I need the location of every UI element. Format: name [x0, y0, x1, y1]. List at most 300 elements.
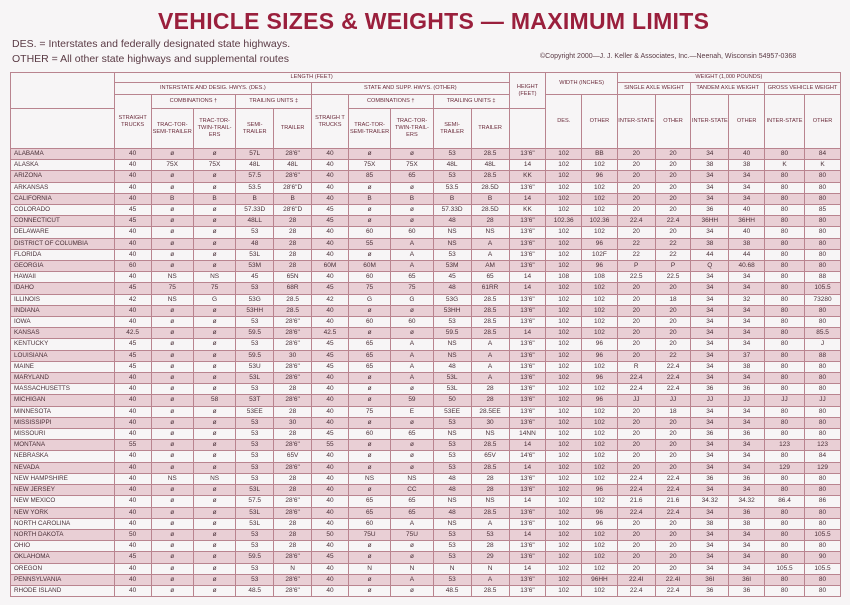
- value-cell: CC: [391, 485, 433, 496]
- value-cell: 80: [805, 249, 841, 260]
- table-row: [11, 451, 841, 462]
- value-cell: 102: [546, 485, 582, 496]
- value-cell: 80: [764, 193, 804, 204]
- value-cell: 20: [617, 552, 655, 563]
- interstate-header: INTERSTATE AND DESIG. HWYS. (DES.): [114, 83, 311, 95]
- value-cell: A: [391, 350, 433, 361]
- semi-trailer-header-2: SEMI-TRAILER: [433, 109, 471, 149]
- state-name-cell: OHIO: [11, 541, 115, 552]
- value-cell: 28'6": [274, 149, 312, 160]
- value-cell: B: [236, 193, 274, 204]
- value-cell: 13'6": [509, 373, 546, 384]
- value-cell: 53: [236, 451, 274, 462]
- value-cell: 53: [471, 529, 509, 540]
- value-cell: 34: [729, 462, 765, 473]
- value-cell: 48.5: [433, 585, 471, 596]
- value-cell: 38: [691, 238, 729, 249]
- value-cell: 28: [471, 395, 509, 406]
- value-cell: NS: [433, 429, 471, 440]
- table-row: [11, 541, 841, 552]
- value-cell: 102: [546, 238, 582, 249]
- value-cell: 53: [433, 440, 471, 451]
- value-cell: 48: [433, 216, 471, 227]
- value-cell: NS: [471, 227, 509, 238]
- value-cell: 80: [764, 238, 804, 249]
- value-cell: 80: [805, 585, 841, 596]
- value-cell: ø: [391, 182, 433, 193]
- state-name-cell: LOUISIANA: [11, 350, 115, 361]
- value-cell: 28'6"D: [274, 182, 312, 193]
- value-cell: 34: [729, 552, 765, 563]
- value-cell: 60: [348, 518, 390, 529]
- value-cell: 20: [655, 160, 691, 171]
- value-cell: 45: [114, 283, 151, 294]
- width-other-header: OTHER: [582, 95, 618, 149]
- value-cell: 96: [582, 507, 618, 518]
- value-cell: 102: [546, 563, 582, 574]
- value-cell: 102: [546, 496, 582, 507]
- value-cell: 44: [729, 249, 765, 260]
- value-cell: A: [471, 574, 509, 585]
- value-cell: ø: [151, 485, 193, 496]
- value-cell: 45: [114, 361, 151, 372]
- width-des-header: DES.: [546, 95, 582, 149]
- state-name-cell: ALABAMA: [11, 149, 115, 160]
- value-cell: 57.33D: [433, 205, 471, 216]
- value-cell: 80: [805, 227, 841, 238]
- table-row: [11, 361, 841, 372]
- value-cell: 80: [805, 182, 841, 193]
- table-row: [11, 227, 841, 238]
- value-cell: 22.4: [617, 384, 655, 395]
- value-cell: NS: [433, 227, 471, 238]
- value-cell: 45: [433, 272, 471, 283]
- value-cell: 34: [729, 339, 765, 350]
- value-cell: ø: [391, 328, 433, 339]
- value-cell: 40: [729, 149, 765, 160]
- value-cell: ø: [193, 574, 235, 585]
- height-header: HEIGHT (FEET): [509, 73, 546, 109]
- value-cell: 48L: [236, 160, 274, 171]
- value-cell: 20: [655, 305, 691, 316]
- value-cell: 14: [509, 563, 546, 574]
- value-cell: 20: [617, 406, 655, 417]
- table-row: [11, 317, 841, 328]
- value-cell: 22.4: [655, 485, 691, 496]
- value-cell: NS: [433, 496, 471, 507]
- value-cell: 28'6": [274, 507, 312, 518]
- value-cell: ø: [151, 529, 193, 540]
- value-cell: 65V: [274, 451, 312, 462]
- value-cell: 102: [546, 294, 582, 305]
- value-cell: ø: [391, 417, 433, 428]
- value-cell: ø: [151, 429, 193, 440]
- table-row: [11, 518, 841, 529]
- value-cell: 36: [691, 473, 729, 484]
- value-cell: 102: [582, 563, 618, 574]
- gross-other-header: OTHER: [805, 95, 841, 149]
- value-cell: 28'6": [274, 339, 312, 350]
- value-cell: 102: [546, 182, 582, 193]
- value-cell: 102: [546, 574, 582, 585]
- value-cell: 88: [805, 350, 841, 361]
- value-cell: ø: [193, 496, 235, 507]
- value-cell: 40: [312, 585, 349, 596]
- value-cell: 53: [236, 462, 274, 473]
- value-cell: 34: [691, 294, 729, 305]
- value-cell: 45: [114, 339, 151, 350]
- value-cell: 30: [274, 350, 312, 361]
- value-cell: 22.4: [655, 507, 691, 518]
- value-cell: ø: [348, 417, 390, 428]
- value-cell: 57.33D: [236, 205, 274, 216]
- value-cell: 28.5: [471, 507, 509, 518]
- value-cell: 80: [764, 216, 804, 227]
- table-row: [11, 440, 841, 451]
- state-name-cell: ILLINOIS: [11, 294, 115, 305]
- value-cell: 80: [764, 350, 804, 361]
- value-cell: 28: [274, 238, 312, 249]
- value-cell: 34: [729, 171, 765, 182]
- value-cell: ø: [193, 406, 235, 417]
- semi-trailer-header: SEMI-TRAILER: [236, 109, 274, 149]
- value-cell: 13'6": [509, 585, 546, 596]
- value-cell: 40: [114, 272, 151, 283]
- value-cell: 80: [805, 216, 841, 227]
- value-cell: 80: [764, 205, 804, 216]
- value-cell: 28.5: [471, 171, 509, 182]
- value-cell: 36: [729, 473, 765, 484]
- value-cell: 40: [114, 485, 151, 496]
- value-cell: 22: [655, 350, 691, 361]
- value-cell: 40: [312, 507, 349, 518]
- value-cell: ø: [193, 305, 235, 316]
- value-cell: 34: [691, 440, 729, 451]
- value-cell: 80: [805, 261, 841, 272]
- table-row: [11, 462, 841, 473]
- value-cell: 53: [433, 552, 471, 563]
- value-cell: NS: [193, 473, 235, 484]
- value-cell: 59.5: [236, 328, 274, 339]
- value-cell: 80: [805, 541, 841, 552]
- value-cell: 40: [312, 563, 349, 574]
- value-cell: 53HH: [433, 305, 471, 316]
- value-cell: ø: [348, 205, 390, 216]
- value-cell: 28'6": [274, 585, 312, 596]
- value-cell: 80: [764, 552, 804, 563]
- value-cell: 20: [655, 451, 691, 462]
- value-cell: JJ: [691, 395, 729, 406]
- value-cell: A: [391, 361, 433, 372]
- value-cell: 80: [764, 361, 804, 372]
- value-cell: 34: [729, 317, 765, 328]
- value-cell: 13'6": [509, 227, 546, 238]
- value-cell: ø: [193, 451, 235, 462]
- value-cell: 22.4: [617, 473, 655, 484]
- value-cell: 80: [805, 518, 841, 529]
- value-cell: ø: [348, 395, 390, 406]
- state-supp-header: STATE AND SUPP. HWYS. (OTHER): [312, 83, 510, 95]
- value-cell: 22.4: [655, 384, 691, 395]
- value-cell: 86: [805, 496, 841, 507]
- value-cell: 102: [582, 473, 618, 484]
- value-cell: 102: [546, 305, 582, 316]
- value-cell: 20: [655, 339, 691, 350]
- value-cell: 45: [312, 339, 349, 350]
- table-row: [11, 261, 841, 272]
- value-cell: 34: [729, 373, 765, 384]
- value-cell: 80: [764, 261, 804, 272]
- state-name-cell: KANSAS: [11, 328, 115, 339]
- value-cell: 40: [114, 193, 151, 204]
- value-cell: 20: [617, 227, 655, 238]
- value-cell: 102: [546, 249, 582, 260]
- value-cell: 50: [312, 529, 349, 540]
- value-cell: 53: [433, 171, 471, 182]
- value-cell: 102: [546, 507, 582, 518]
- value-cell: 22.4: [655, 585, 691, 596]
- value-cell: A: [471, 361, 509, 372]
- value-cell: 28: [274, 227, 312, 238]
- value-cell: 123: [805, 440, 841, 451]
- value-cell: ø: [193, 361, 235, 372]
- value-cell: 40: [312, 238, 349, 249]
- value-cell: JJ: [805, 395, 841, 406]
- value-cell: 80: [764, 485, 804, 496]
- value-cell: 84: [805, 451, 841, 462]
- value-cell: 28'6"D: [274, 205, 312, 216]
- value-cell: 34: [729, 529, 765, 540]
- state-name-cell: MASSACHUSETTS: [11, 384, 115, 395]
- value-cell: 40: [114, 227, 151, 238]
- table-row: [11, 552, 841, 563]
- limits-table-container: [10, 72, 841, 597]
- value-cell: 75X: [151, 160, 193, 171]
- value-cell: ø: [348, 384, 390, 395]
- value-cell: 28.5: [471, 305, 509, 316]
- value-cell: 80: [805, 485, 841, 496]
- value-cell: 22.4: [617, 507, 655, 518]
- value-cell: A: [471, 350, 509, 361]
- copyright-notice: ©Copyright 2000—J. J. Keller & Associates, Inc.—Neenah, Wisconsin 54957-0368: [540, 53, 797, 60]
- value-cell: ø: [151, 406, 193, 417]
- value-cell: 65: [391, 272, 433, 283]
- value-cell: 45: [312, 552, 349, 563]
- value-cell: A: [391, 574, 433, 585]
- value-cell: 20: [617, 205, 655, 216]
- value-cell: 57.5: [236, 496, 274, 507]
- value-cell: 28: [274, 261, 312, 272]
- value-cell: 75X: [193, 160, 235, 171]
- value-cell: 22.4I: [655, 574, 691, 585]
- value-cell: 40: [312, 406, 349, 417]
- value-cell: 28.5: [471, 585, 509, 596]
- value-cell: 28.5D: [471, 182, 509, 193]
- value-cell: 40: [312, 305, 349, 316]
- value-cell: ø: [151, 574, 193, 585]
- value-cell: NS: [151, 294, 193, 305]
- value-cell: 22: [655, 238, 691, 249]
- value-cell: 53.5: [433, 182, 471, 193]
- value-cell: 34: [691, 317, 729, 328]
- value-cell: 65: [391, 507, 433, 518]
- value-cell: 34: [691, 507, 729, 518]
- value-cell: 53M: [433, 261, 471, 272]
- value-cell: 102: [546, 227, 582, 238]
- value-cell: N: [471, 563, 509, 574]
- value-cell: 53: [236, 574, 274, 585]
- value-cell: 48: [433, 283, 471, 294]
- value-cell: 40: [729, 227, 765, 238]
- value-cell: 34.32: [729, 496, 765, 507]
- value-cell: 28: [274, 216, 312, 227]
- value-cell: 40: [312, 451, 349, 462]
- value-cell: A: [471, 238, 509, 249]
- value-cell: 28: [471, 473, 509, 484]
- legend-des: DES. = Interstates and federally designated state highways.: [12, 38, 291, 50]
- value-cell: 18: [655, 406, 691, 417]
- table-row: [11, 249, 841, 260]
- value-cell: 28: [274, 384, 312, 395]
- value-cell: 37: [729, 350, 765, 361]
- value-cell: 34: [691, 451, 729, 462]
- value-cell: 28: [274, 249, 312, 260]
- value-cell: 20: [617, 529, 655, 540]
- value-cell: 102: [582, 294, 618, 305]
- table-row: [11, 328, 841, 339]
- value-cell: 40: [312, 272, 349, 283]
- table-row: [11, 171, 841, 182]
- value-cell: N: [274, 563, 312, 574]
- trailer-header-2: TRAILER: [471, 109, 509, 149]
- value-cell: 30: [471, 417, 509, 428]
- state-name-cell: RHODE ISLAND: [11, 585, 115, 596]
- value-cell: 40: [312, 171, 349, 182]
- value-cell: 68R: [274, 283, 312, 294]
- value-cell: 53: [433, 541, 471, 552]
- state-name-cell: IDAHO: [11, 283, 115, 294]
- value-cell: 53L: [236, 518, 274, 529]
- value-cell: 86.4: [764, 496, 804, 507]
- value-cell: 34: [691, 485, 729, 496]
- value-cell: 34: [691, 417, 729, 428]
- value-cell: ø: [151, 373, 193, 384]
- state-name-cell: ALASKA: [11, 160, 115, 171]
- value-cell: 60: [348, 272, 390, 283]
- value-cell: 13'6": [509, 294, 546, 305]
- value-cell: ø: [193, 429, 235, 440]
- value-cell: 53: [433, 451, 471, 462]
- value-cell: 80: [805, 507, 841, 518]
- table-row: [11, 339, 841, 350]
- value-cell: 53: [236, 283, 274, 294]
- straight-trucks-header: STRAIGHT TRUCKS: [114, 95, 151, 149]
- value-cell: 34: [691, 193, 729, 204]
- value-cell: 53: [433, 574, 471, 585]
- value-cell: 34: [691, 529, 729, 540]
- value-cell: 80: [805, 384, 841, 395]
- value-cell: 14: [509, 283, 546, 294]
- value-cell: ø: [348, 451, 390, 462]
- state-name-cell: MAINE: [11, 361, 115, 372]
- state-name-cell: CONNECTICUT: [11, 216, 115, 227]
- value-cell: A: [391, 518, 433, 529]
- value-cell: 34: [729, 485, 765, 496]
- table-row: [11, 216, 841, 227]
- value-cell: 96: [582, 373, 618, 384]
- value-cell: 20: [617, 328, 655, 339]
- value-cell: 105.5: [805, 529, 841, 540]
- value-cell: 28'6": [274, 574, 312, 585]
- value-cell: 34: [729, 440, 765, 451]
- value-cell: 34: [691, 541, 729, 552]
- value-cell: 48: [433, 507, 471, 518]
- value-cell: 102: [546, 149, 582, 160]
- value-cell: 102: [582, 462, 618, 473]
- value-cell: 32: [729, 294, 765, 305]
- value-cell: 20: [617, 350, 655, 361]
- value-cell: ø: [151, 462, 193, 473]
- value-cell: 34: [691, 149, 729, 160]
- value-cell: 13'6": [509, 518, 546, 529]
- value-cell: 96: [582, 485, 618, 496]
- value-cell: JJ: [617, 395, 655, 406]
- value-cell: ø: [151, 552, 193, 563]
- value-cell: 13'6": [509, 541, 546, 552]
- value-cell: 40: [114, 249, 151, 260]
- value-cell: 102: [546, 395, 582, 406]
- page-title: VEHICLE SIZES & WEIGHTS — MAXIMUM LIMITS: [158, 8, 710, 34]
- value-cell: 22: [617, 249, 655, 260]
- value-cell: 34: [729, 406, 765, 417]
- value-cell: 34: [729, 451, 765, 462]
- value-cell: G: [348, 294, 390, 305]
- value-cell: 40: [312, 417, 349, 428]
- value-cell: 102: [546, 417, 582, 428]
- value-cell: 28: [274, 406, 312, 417]
- value-cell: 40: [312, 373, 349, 384]
- value-cell: 30: [274, 417, 312, 428]
- value-cell: ø: [151, 541, 193, 552]
- value-cell: 80: [764, 227, 804, 238]
- value-cell: 40: [312, 227, 349, 238]
- table-row: [11, 529, 841, 540]
- value-cell: NS: [471, 429, 509, 440]
- value-cell: 40: [114, 182, 151, 193]
- value-cell: 53: [433, 149, 471, 160]
- value-cell: 13'6": [509, 317, 546, 328]
- value-cell: ø: [193, 317, 235, 328]
- value-cell: 34: [729, 305, 765, 316]
- value-cell: 123: [764, 440, 804, 451]
- table-row: [11, 305, 841, 316]
- value-cell: 65: [391, 171, 433, 182]
- value-cell: 65: [471, 272, 509, 283]
- value-cell: 34: [691, 406, 729, 417]
- value-cell: 65V: [471, 451, 509, 462]
- value-cell: 80: [764, 149, 804, 160]
- value-cell: G: [391, 294, 433, 305]
- value-cell: 102: [546, 160, 582, 171]
- value-cell: 105.5: [764, 563, 804, 574]
- value-cell: 80: [764, 384, 804, 395]
- value-cell: 14: [509, 462, 546, 473]
- value-cell: 13'6": [509, 395, 546, 406]
- value-cell: 85: [805, 205, 841, 216]
- value-cell: P: [655, 261, 691, 272]
- value-cell: 40: [312, 574, 349, 585]
- value-cell: 34: [691, 462, 729, 473]
